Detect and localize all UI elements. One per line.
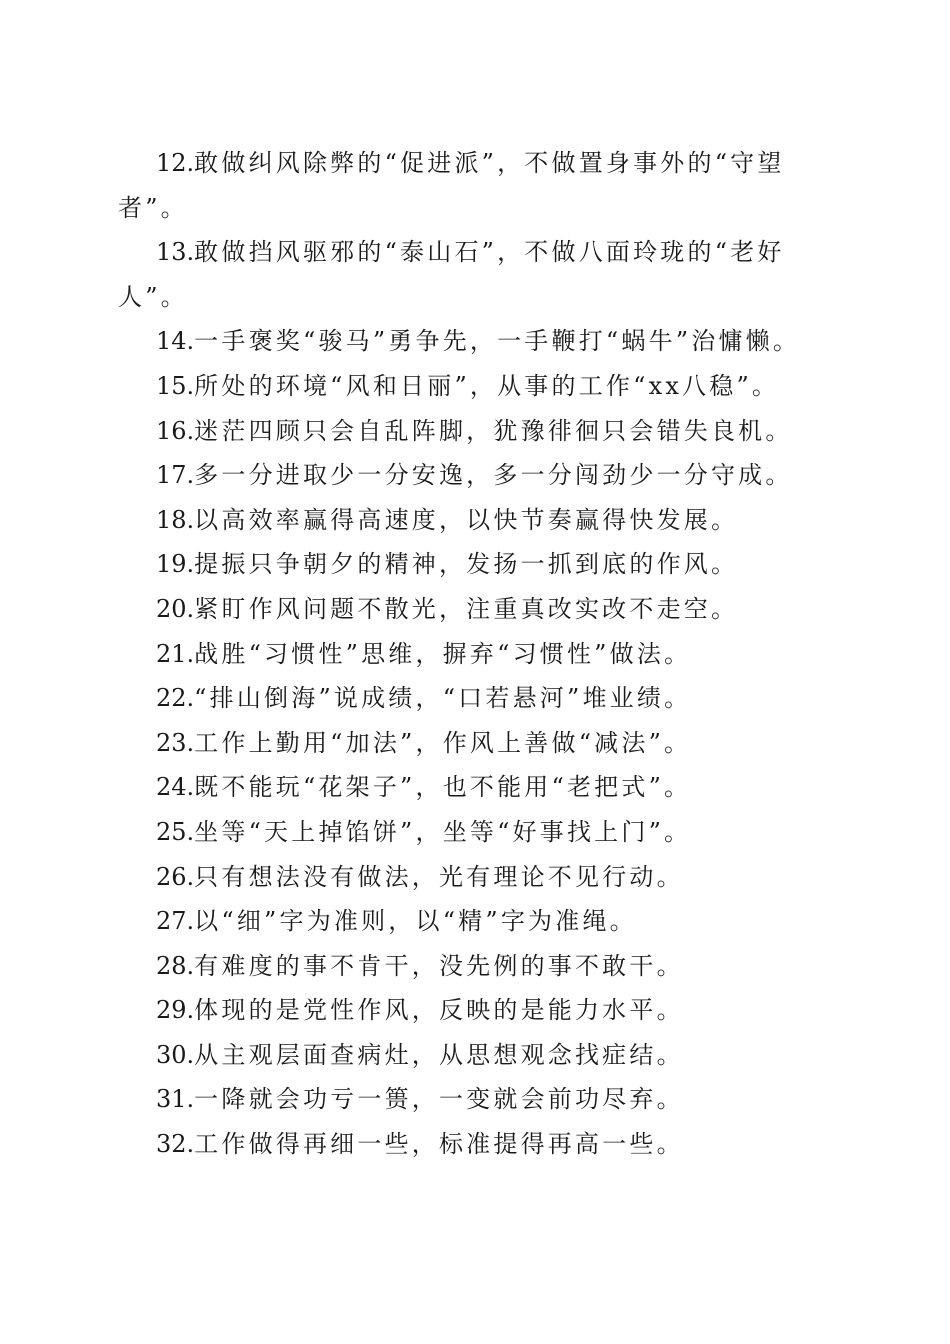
item-number: 29. bbox=[156, 996, 195, 1025]
item-number: 15. bbox=[156, 371, 195, 400]
list-item-12 bbox=[118, 141, 830, 230]
list-item-32 bbox=[118, 1122, 830, 1167]
list-item-27 bbox=[118, 899, 830, 944]
item-text: 战胜“习惯性”思维，摒弃“习惯性”做法。 bbox=[194, 639, 692, 668]
list-item-28 bbox=[118, 944, 830, 989]
item-text: 体现的是党性作风，反映的是能力水平。 bbox=[194, 996, 684, 1025]
item-number: 22. bbox=[156, 684, 195, 713]
item-number: 23. bbox=[156, 728, 195, 757]
list-item-16 bbox=[118, 409, 830, 454]
item-number: 18. bbox=[156, 505, 195, 534]
item-text: 迷茫四顾只会自乱阵脚，犹豫徘徊只会错失良机。 bbox=[194, 416, 793, 445]
list-item-25 bbox=[118, 810, 830, 855]
item-text: 以“细”字为准则，以“精”字为准绳。 bbox=[194, 907, 637, 936]
item-text: 多一分进取少一分安逸，多一分闯劲少一分守成。 bbox=[194, 461, 793, 490]
item-text: 紧盯作风问题不散光，注重真改实改不走空。 bbox=[194, 594, 739, 623]
item-text: 一降就会功亏一篑，一变就会前功尽弃。 bbox=[194, 1085, 684, 1114]
item-text: 既不能玩“花架子”，也不能用“老把式”。 bbox=[194, 773, 692, 802]
list-item-24 bbox=[118, 765, 830, 810]
list-item-22 bbox=[118, 676, 830, 721]
item-number: 24. bbox=[156, 773, 195, 802]
list-item-29 bbox=[118, 988, 830, 1033]
list-item-13 bbox=[118, 230, 830, 319]
item-number: 31. bbox=[156, 1085, 195, 1114]
list-item-31 bbox=[118, 1077, 830, 1122]
item-number: 20. bbox=[156, 594, 195, 623]
item-text: 从主观层面查病灶，从思想观念找症结。 bbox=[194, 1040, 684, 1069]
list-item-20 bbox=[118, 587, 830, 632]
item-number: 14. bbox=[156, 327, 195, 356]
item-number: 21. bbox=[156, 639, 195, 668]
item-text: 以高效率赢得高速度，以快节奏赢得快发展。 bbox=[194, 505, 739, 534]
item-text: 工作上勤用“加法”，作风上善做“减法”。 bbox=[194, 728, 692, 757]
item-text: 只有想法没有做法，光有理论不见行动。 bbox=[194, 862, 684, 891]
item-number: 17. bbox=[156, 461, 195, 490]
list-item-17 bbox=[118, 453, 830, 498]
item-text: 所处的环境“风和日丽”，从事的工作“xx八稳”。 bbox=[194, 371, 780, 400]
item-number: 26. bbox=[156, 862, 195, 891]
list-item-23 bbox=[118, 721, 830, 766]
item-text: “排山倒海”说成绩，“口若悬河”堆业绩。 bbox=[194, 684, 692, 713]
item-number: 25. bbox=[156, 817, 195, 846]
item-text: 工作做得再细一些，标准提得再高一些。 bbox=[194, 1130, 684, 1159]
item-text: 提振只争朝夕的精神，发扬一抓到底的作风。 bbox=[194, 550, 739, 579]
item-number: 27. bbox=[156, 907, 195, 936]
list-item-15 bbox=[118, 364, 830, 409]
item-text: 敢做挡风驱邪的“泰山石”，不做八面玲珑的“老好人”。 bbox=[118, 238, 785, 311]
list-item-30 bbox=[118, 1033, 830, 1078]
list-item-26 bbox=[118, 855, 830, 900]
item-number: 19. bbox=[156, 550, 195, 579]
item-number: 12. bbox=[156, 149, 195, 177]
list-item-19 bbox=[118, 542, 830, 587]
document-body bbox=[118, 141, 830, 1167]
item-text: 有难度的事不肯干，没先例的事不敢干。 bbox=[194, 951, 684, 980]
item-number: 30. bbox=[156, 1040, 195, 1069]
list-item-21 bbox=[118, 632, 830, 677]
item-number: 32. bbox=[156, 1130, 195, 1159]
item-text: 坐等“天上掉馅饼”，坐等“好事找上门”。 bbox=[194, 817, 692, 846]
item-text: 敢做纠风除弊的“促进派”，不做置身事外的“守望者”。 bbox=[118, 149, 785, 222]
item-number: 16. bbox=[156, 416, 195, 445]
item-text: 一手褒奖“骏马”勇争先，一手鞭打“蜗牛”治慵懒。 bbox=[194, 327, 801, 356]
list-item-14 bbox=[118, 319, 830, 364]
item-number: 28. bbox=[156, 951, 195, 980]
item-number: 13. bbox=[156, 238, 195, 267]
list-item-18 bbox=[118, 498, 830, 543]
